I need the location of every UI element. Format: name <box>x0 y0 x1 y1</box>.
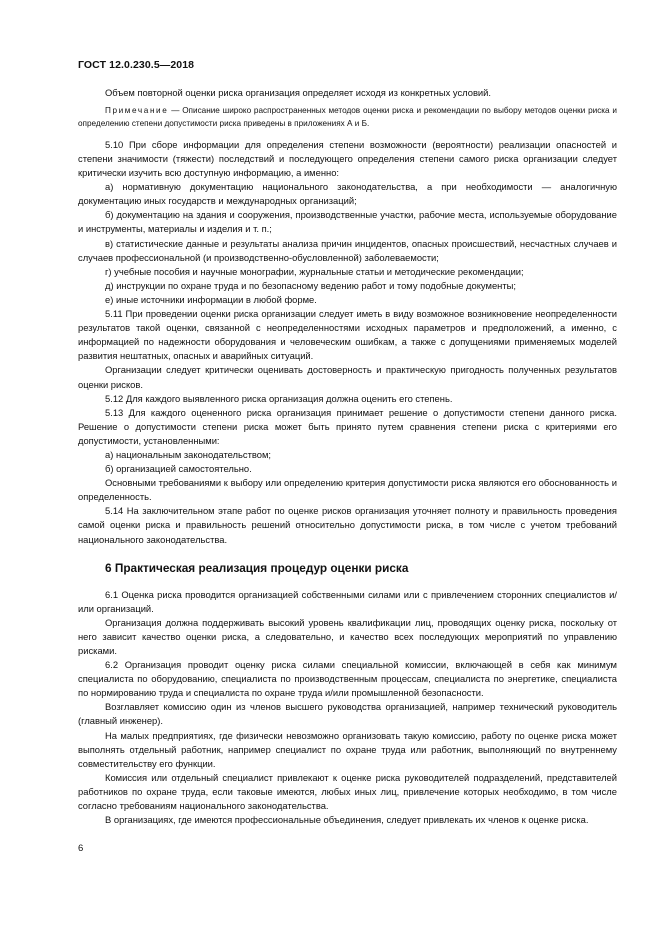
paragraph: Комиссия или отдельный специалист привлекают к оценке риска руководителей подразделений, представителей работников по охране труда, если таковые имеются, любых иных лиц, привлечение которых необходимо, в том числе согласно требованиям национального законодательства. <box>78 771 617 812</box>
clause-5-14: 5.14 На заключительном этапе работ по оценке рисков организация уточняет полноту и правильность проведения самой оценки риска и правильность решений относительно допустимости риска, в том числе с учетом требований национального законодательства. <box>78 505 617 545</box>
paragraph: Возглавляет комиссию один из членов высшего руководства организацией, например технический руководитель (главный инженер). <box>78 701 617 727</box>
list-item: г) учебные пособия и научные монографии, журнальные статьи и методические рекомендации; <box>105 265 524 277</box>
clause-6-1: 6.1 Оценка риска проводится организацией собственными силами или с привлечением сторонних специалистов и/или организаций. <box>78 588 617 614</box>
paragraph: На малых предприятиях, где физически невозможно организовать такую комиссию, работу по оценке риска может выполнять отдельный работник, например специалист по охране труда или работник, выполняющий по внутреннему совместительству его функции. <box>78 729 617 769</box>
clause-5-10: 5.10 При сборе информации для определения степени возможности (вероятности) реализации опасностей и степени значимости (тяжести) последствий и последующего определения степени самого риска организации следует критически изучить всю доступную информацию, а именно: <box>78 138 617 179</box>
list-item: б) организацией самостоятельно. <box>105 463 252 475</box>
clause-5-12: 5.12 Для каждого выявленного риска организация должна оценить его степень. <box>105 392 453 404</box>
page-content <box>78 86 617 827</box>
paragraph: Организация должна поддерживать высокий уровень квалификации лиц, проводящих оценку риска, поскольку от него зависит качество оценки риска, а следовательно, и качество всех последующих мероприятий по управлению рисками. <box>78 616 617 656</box>
note-text: Описание широко распространенных методов оценки риска и рекомендации по выбору методов оценки риска и определению степени допустимости риска приведены в приложениях А и Б. <box>78 106 617 128</box>
paragraph: Объем повторной оценки риска организация определяет исходя из конкретных условий. <box>105 87 492 98</box>
clause-5-13: 5.13 Для каждого оцененного риска организация принимает решение о допустимости степени данного риска. Решение о допустимости степени риска может быть принято путем сравнения степени риска с критериями его допустимости, установленными: <box>78 406 617 446</box>
list-item: в) статистические данные и результаты анализа причин инцидентов, опасных происшествий, несчастных случаев и случаев профессиональной (и производственно-обусловленной) заболеваемости; <box>78 237 617 263</box>
list-item: б) документацию на здания и сооружения, производственные участки, рабочие места, используемые оборудование и инструменты, материалы и изделия и т. п.; <box>78 209 617 235</box>
clause-5-11: 5.11 При проведении оценки риска организации следует иметь в виду возможное возникновение неопределенности результатов такой оценки, связанной с неопределенностями исходных параметров и предположений, а именно, с информацией по надежности оборудования и человеческим ошибкам, а также с допущениями применяемых моделей развития нештатных, опасных и аварийных ситуаций. <box>78 308 617 362</box>
list-item: е) иные источники информации в любой форме. <box>105 293 317 305</box>
note-label: Примечание <box>105 106 169 116</box>
list-item: д) инструкции по охране труда и по безопасному ведению работ и тому подобные документы; <box>105 279 516 291</box>
list-item: а) национальным законодательством; <box>105 448 272 460</box>
note-dash: — <box>168 106 183 116</box>
paragraph: Организации следует критически оценивать достоверность и практическую пригодность полученных результатов оценки рисков. <box>78 364 617 390</box>
page-number: 6 <box>78 843 84 854</box>
document-header: ГОСТ 12.0.230.5—2018 <box>78 59 195 71</box>
list-item: а) нормативную документацию национального законодательства, а при необходимости — аналогичную документацию иных государств и международных организаций; <box>78 181 617 207</box>
paragraph: В организациях, где имеются профессиональные объединения, следует привлекать их членов к оценке риска. <box>105 814 589 826</box>
paragraph: Основными требованиями к выбору или определению критерия допустимости риска являются его обоснованность и определенность. <box>78 477 617 503</box>
section-6-title: 6 Практическая реализация процедур оценки риска <box>105 560 409 575</box>
note <box>78 105 617 130</box>
clause-6-2: 6.2 Организация проводит оценку риска силами специальной комиссии, включающей в себя как минимум специалиста по оборудованию, специалиста по производственным процессам, специалиста по энергетике, специалиста по нормированию труда и специалиста по охране труда и/или промышленной безопасности. <box>78 659 617 699</box>
